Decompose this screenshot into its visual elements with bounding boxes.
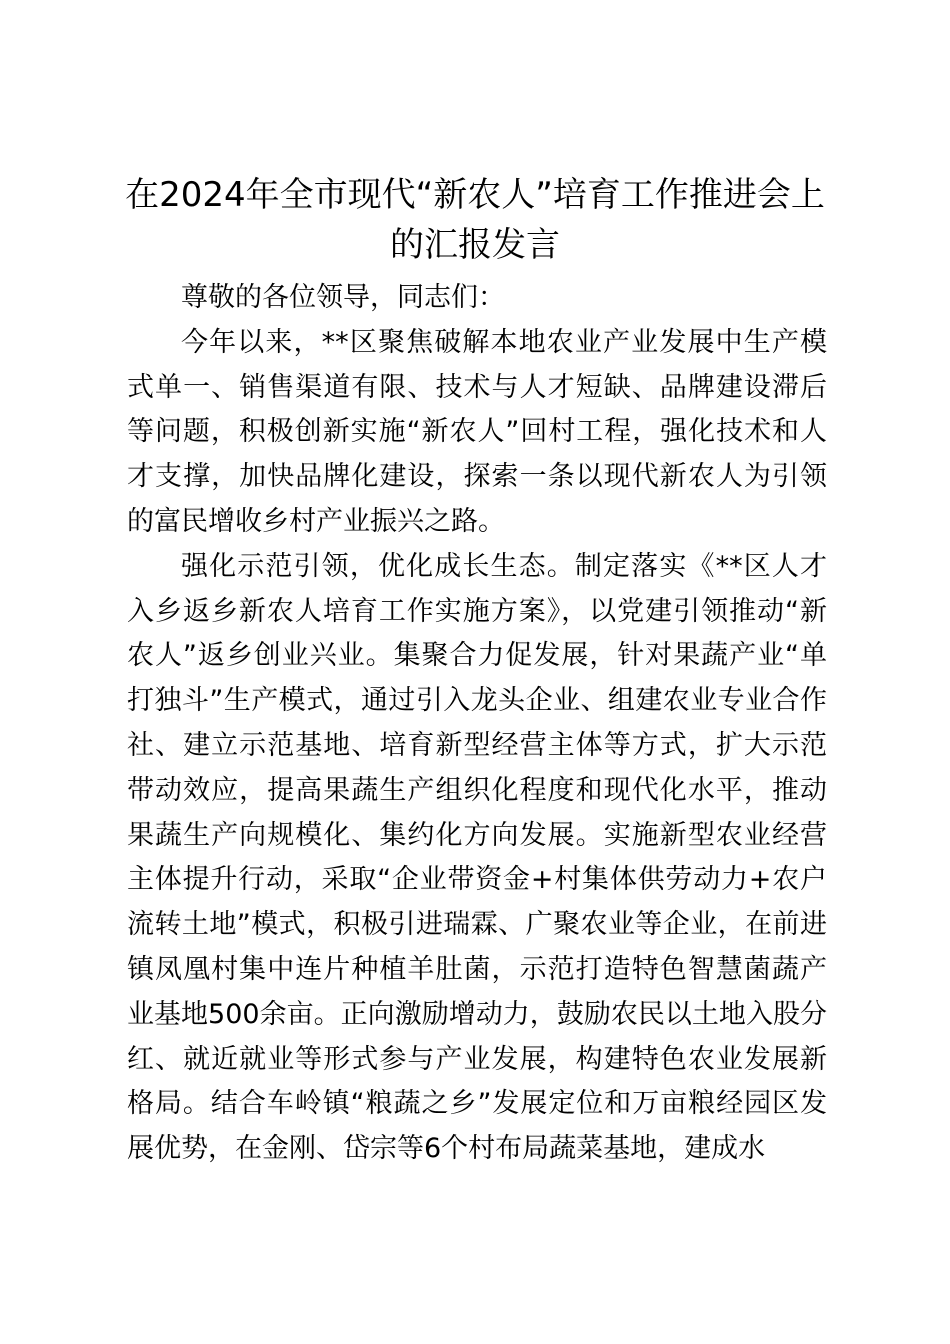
document-title: 在2024年全市现代“新农人”培育工作推进会上的汇报发言 bbox=[125, 175, 825, 265]
paragraph-intro: 今年以来，**区聚焦破解本地农业产业发展中生产模式单一、销售渠道有限、技术与人才短缺、品牌建设滞后等问题，积极创新实施“新农人”回村工程，强化技术和人才支撑，加快品牌化建设，探索一条以现代新农人为引领的富民增收乡村产业振兴之路。 bbox=[127, 326, 827, 537]
paragraph-demonstration: 强化示范引领，优化成长生态。制定落实《**区人才入乡返乡新农人培育工作实施方案》，以党建引领推动“新农人”返乡创业兴业。集聚合力促发展，针对果蔬产业“单打独斗”生产模式，通过引入龙头企业、组建农业专业合作社、建立示范基地、培育新型经营主体等方式，扩大示范带动效应，提高果蔬生产组织化程度和现代化水平，推动果蔬生产向规模化、集约化方向发展。实施新型农业经营主体提升行动，采取“企业带资金+村集体供劳动力+农户流转土地”模式，积极引进瑞霖、广聚农业等企业，在前进镇凤凰村集中连片种植羊肚菌，示范打造特色智慧菌蔬产业基地500余亩。正向激励增动力，鼓励农民以土地入股分红、就近就业等形式参与产业发展，构建特色农业发展新格局。结合车岭镇“粮蔬之乡”发展定位和万亩粮经园区发展优势，在金刚、岱宗等6个村布局蔬菜基地，建成水 bbox=[127, 550, 827, 1165]
salutation: 尊敬的各位领导，同志们： bbox=[181, 282, 505, 313]
document-body bbox=[127, 276, 827, 1172]
